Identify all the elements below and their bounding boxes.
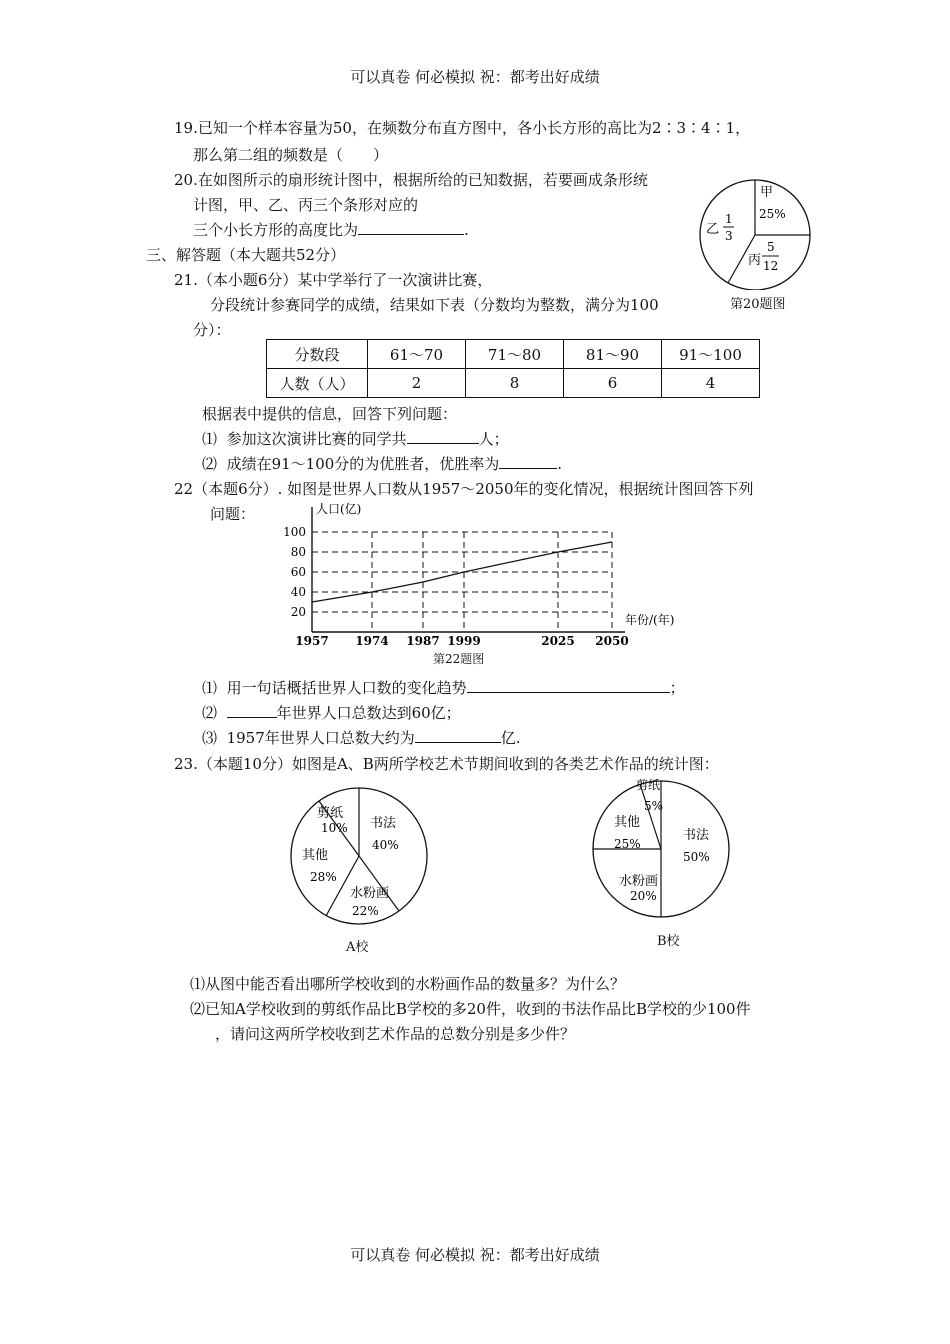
q21-line3: 分）： <box>193 321 231 339</box>
q21-sub1-text: 参加这次演讲比赛的同学共 <box>226 430 407 448</box>
table-cell: 2 <box>368 369 466 398</box>
pie-b-divider <box>640 784 664 849</box>
q22-sub3 <box>202 727 521 748</box>
pie-a-divider <box>359 856 399 911</box>
q20-caption: 第20题图 <box>730 297 786 312</box>
section3-heading: 三、解答题（本大题共52分） <box>146 246 346 264</box>
table-header-cell: 91～100 <box>662 340 760 369</box>
q23-pie-a <box>286 785 434 925</box>
q21-sub1-number: ⑴ <box>202 430 218 448</box>
q20-pie-chart <box>696 178 826 290</box>
table-row <box>267 369 760 398</box>
page-header: 可以真卷 何必模拟 祝：都考出好成绩 <box>350 68 600 86</box>
q23-pie-b <box>590 779 734 921</box>
table-cell: 人数（人） <box>267 369 368 398</box>
q21-sub1-blank[interactable] <box>407 429 479 444</box>
q22-sub1-blank[interactable] <box>467 678 670 693</box>
q22-line1: 22（本题6分）. 如图是世界人口数从1957～2050年的变化情况，根据统计图回答下列 <box>174 480 754 498</box>
q22-caption: 第22题图 <box>433 652 485 666</box>
q22-sub1-end: ； <box>669 679 685 697</box>
y-tick-label: 80 <box>290 545 306 559</box>
q20-pie-yi-label: 乙 <box>706 222 720 237</box>
q20-line3-text: 三个小长方形的高度比为 <box>193 221 359 239</box>
y-axis-label: 人口(亿) <box>316 502 362 516</box>
table-cell: 4 <box>662 369 760 398</box>
q20-line2: 计图，甲、乙、丙三个条形对应的 <box>193 196 419 214</box>
q22-sub1-text: 用一句话概括世界人口数的变化趋势 <box>226 679 467 697</box>
q21-prompt: 根据表中提供的信息，回答下列问题： <box>202 405 458 423</box>
q22-sub3-text: 1957年世界人口总数大约为 <box>226 729 415 747</box>
q21-sub1 <box>202 428 509 449</box>
pie-a-shuifen-name: 水粉画 <box>350 886 390 901</box>
q23-line1: 23.（本题10分）如图是A、B两所学校艺术节期间收到的各类艺术作品的统计图： <box>174 755 719 773</box>
q20-pie-yi-den: 3 <box>725 229 733 243</box>
table-cell: 6 <box>564 369 662 398</box>
q20-pie-bing-num: 5 <box>767 240 775 254</box>
q21-sub2-text: 成绩在91～100分的为优胜者，优胜率为 <box>226 455 500 473</box>
pie-a-jianzhi-name: 剪纸 <box>317 806 344 821</box>
q23-sub2-line1: ⑵已知A学校收到的剪纸作品比B学校的多20件，收到的书法作品比B学校的少100件 <box>190 1000 751 1018</box>
q22-sub2-number: ⑵ <box>202 704 218 722</box>
q19-line1: 19.已知一个样本容量为50，在频数分布直方图中，各小长方形的高比为2∶3∶4∶1， <box>174 119 751 137</box>
q20-pie-bing-den: 12 <box>763 259 779 273</box>
pie-a-qita-pct: 28% <box>310 870 337 884</box>
table-header-cell: 81～90 <box>564 340 662 369</box>
pie-b-shuifen-pct: 20% <box>630 889 657 903</box>
q22-sub1-number: ⑴ <box>202 679 218 697</box>
q22-sub2 <box>202 702 461 723</box>
q21-sub2 <box>202 453 562 474</box>
q21-sub2-blank[interactable] <box>499 454 557 469</box>
pie-a-shuifen-pct: 22% <box>352 904 379 918</box>
q20-pie-jia-pct: 25% <box>759 207 786 221</box>
q21-sub2-number: ⑵ <box>202 455 218 473</box>
q23-sub2-line2: ，请问这两所学校收到艺术作品的总数分别是多少件？ <box>215 1025 576 1043</box>
q22-line-chart <box>280 497 700 649</box>
q21-score-table <box>266 339 760 398</box>
pie-a-jianzhi-pct: 10% <box>321 821 348 835</box>
pie-a-qita-name: 其他 <box>302 848 329 863</box>
q22-line2: 问题： <box>210 505 256 523</box>
q22-sub3-number: ⑶ <box>202 729 218 747</box>
table-cell: 8 <box>466 369 564 398</box>
x-axis-label: 年份/(年) <box>625 613 675 627</box>
q21-line2: 分段统计参赛同学的成绩，结果如下表（分数均为整数，满分为100 <box>210 296 659 314</box>
pie-b-qita-pct: 25% <box>614 837 641 851</box>
y-tick-label: 40 <box>290 585 306 599</box>
pie-a-shufa-name: 书法 <box>370 816 397 831</box>
q19-line2: 那么第二组的频数是（ ） <box>193 146 389 164</box>
q22-sub3-blank[interactable] <box>415 728 501 743</box>
q21-sub2-end: . <box>557 455 563 473</box>
table-header-cell: 71～80 <box>466 340 564 369</box>
q23-pie-b-label: B校 <box>657 934 680 949</box>
q22-sub3-end: 亿. <box>500 729 521 747</box>
x-tick-label: 2050 <box>595 634 629 648</box>
x-tick-label: 1999 <box>447 634 481 648</box>
pie-b-shufa-name: 书法 <box>683 828 710 843</box>
table-header-cell: 61～70 <box>368 340 466 369</box>
q20-line3 <box>193 219 469 240</box>
x-tick-label: 1957 <box>295 634 329 648</box>
x-tick-label: 1987 <box>406 634 440 648</box>
pie-a-shufa-pct: 40% <box>372 838 399 852</box>
q23-sub1: ⑴从图中能否看出哪所学校收到的水粉画作品的数量多？为什么？ <box>190 975 626 993</box>
q22-sub1 <box>202 677 685 698</box>
table-header-cell: 分数段 <box>267 340 368 369</box>
q21-sub1-end: 人； <box>478 430 509 448</box>
q20-pie-jia-label: 甲 <box>760 185 774 200</box>
pie-b-qita-name: 其他 <box>614 815 641 830</box>
table-row <box>267 340 760 369</box>
q23-pie-a-label: A校 <box>346 940 369 955</box>
pie-b-jianzhi-name: 剪纸 <box>636 779 661 792</box>
pie-b-jianzhi-pct: 5% <box>644 799 664 813</box>
y-tick-label: 20 <box>290 605 306 619</box>
pie-b-shuifen-name: 水粉画 <box>619 874 659 889</box>
q20-pie-bing-label: 丙 <box>748 253 762 268</box>
q22-sub2-blank[interactable] <box>227 703 277 718</box>
x-tick-label: 1974 <box>355 634 389 648</box>
q20-pie-yi-num: 1 <box>725 212 733 226</box>
q21-line1: 21.（本小题6分）某中学举行了一次演讲比赛， <box>174 271 493 289</box>
q20-answer-blank[interactable] <box>358 220 464 235</box>
pie-b-shufa-pct: 50% <box>683 850 710 864</box>
q20-line3-end: . <box>464 221 469 239</box>
q22-sub2-text: 年世界人口总数达到60亿； <box>276 704 461 722</box>
x-tick-label: 2025 <box>541 634 575 648</box>
y-tick-label: 100 <box>283 525 306 539</box>
q20-line1: 20.在如图所示的扇形统计图中，根据所给的已知数据，若要画成条形统 <box>174 171 648 189</box>
y-tick-label: 60 <box>290 565 306 579</box>
page-footer: 可以真卷 何必模拟 祝：都考出好成绩 <box>350 1246 600 1264</box>
